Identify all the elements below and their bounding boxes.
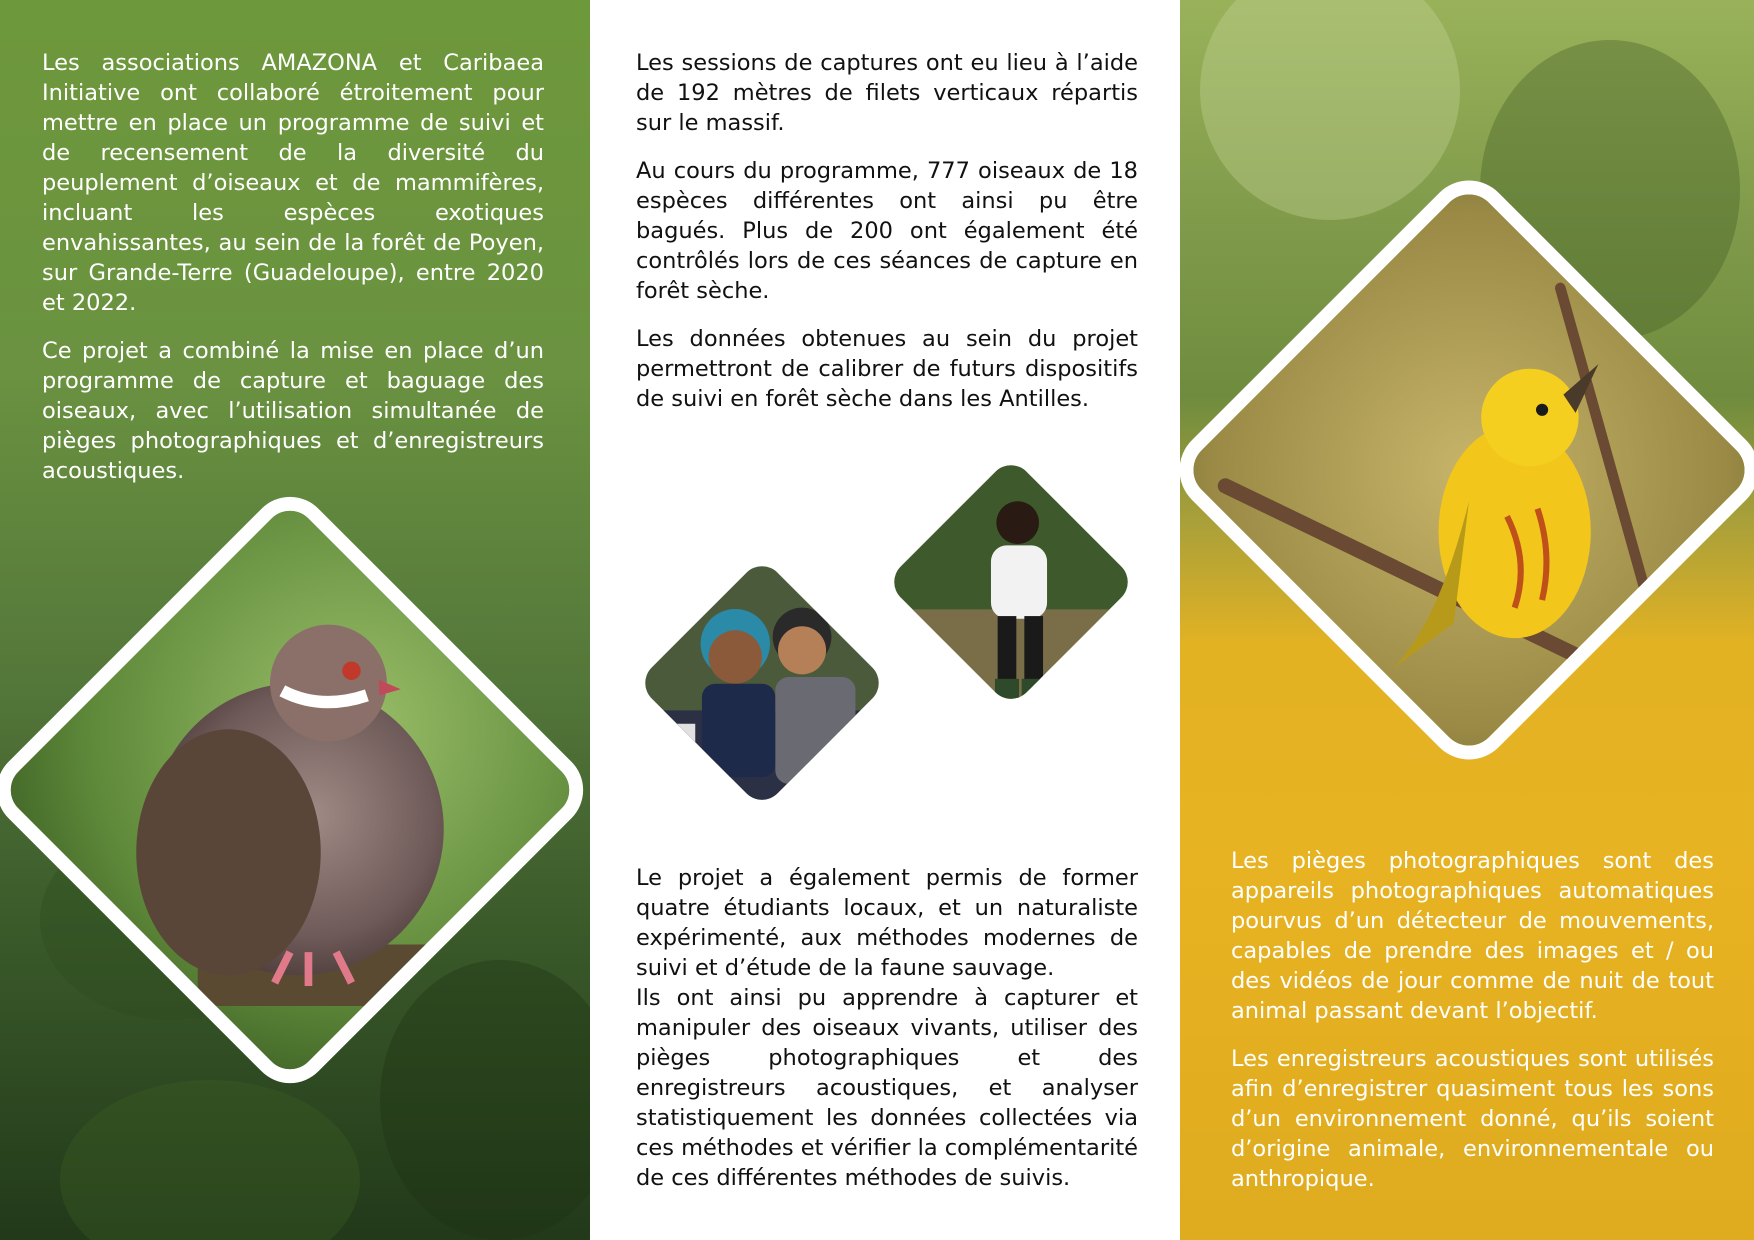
right-paragraph-2: Les enregistreurs acoustiques sont utilisés afin d’enregistrer quasiment tous les sons d’un environnement donné, qu’ils soient d’origine animale, environnementale ou anthropique. bbox=[1231, 1046, 1714, 1192]
left-panel bbox=[0, 0, 590, 1240]
middle-paragraph-4: Le projet a également permis de former quatre étudiants locaux, et un naturaliste expérimenté, aux méthodes modernes de suivi et d’étude de la faune sauvage. bbox=[636, 865, 1138, 981]
student-photo bbox=[885, 456, 1137, 708]
foliage-decor bbox=[380, 960, 590, 1240]
middle-top-text bbox=[636, 48, 1138, 432]
right-text bbox=[1231, 846, 1714, 1212]
middle-panel bbox=[590, 0, 1180, 1240]
middle-paragraph-3: Les données obtenues au sein du projet permettront de calibrer de futurs dispositifs de suivi en forêt sèche dans les Antilles. bbox=[636, 326, 1138, 412]
left-paragraph-1: Les associations AMAZONA et Caribaea Initiative ont collaboré étroitement pour mettre en place un programme de suivi et de recensement de la diversité du peuplement d’oiseaux et de mammifères, incluant les espèces exotiques envahissantes, au sein de la forêt de Poyen, sur Grande-Terre (Guadeloupe), entre 2020 et 2022. bbox=[42, 50, 544, 316]
middle-bottom-text bbox=[636, 863, 1138, 1211]
right-paragraph-1: Les pièges photographiques sont des appareils photographiques automatiques pourvus d’un détecteur de mouvements, capables de prendre des images et / ou des vidéos de jour comme de nuit de tout animal passant devant l’objectif. bbox=[1231, 848, 1714, 1024]
left-text bbox=[42, 48, 544, 504]
middle-paragraph-5: Ils ont ainsi pu apprendre à capturer et manipuler des oiseaux vivants, utiliser des pièges photographiques et des enregistreurs acoustiques, et analyser statistiquement les données collectées via ces méthodes et vérifier la complémentarité de ces différentes méthodes de suivis. bbox=[636, 985, 1139, 1191]
student-photo-frame bbox=[885, 456, 1137, 708]
right-panel bbox=[1180, 0, 1754, 1240]
field-team-photo-frame bbox=[636, 557, 888, 809]
left-paragraph-2: Ce projet a combiné la mise en place d’un programme de capture et baguage des oiseaux, avec l’utilisation simultanée de pièges photographiques et d’enregistreurs acoustiques. bbox=[42, 338, 544, 484]
middle-paragraph-1: Les sessions de captures ont eu lieu à l’aide de 192 mètres de filets verticaux répartis sur le massif. bbox=[636, 50, 1138, 136]
field-team-photo bbox=[636, 557, 888, 809]
middle-paragraph-2: Au cours du programme, 777 oiseaux de 18 espèces différentes ont ainsi pu être bagués. Plus de 200 ont également été contrôlés lors de ces séances de capture en forêt sèche. bbox=[636, 158, 1138, 304]
foliage-decor bbox=[1200, 0, 1460, 220]
foliage-decor bbox=[60, 1080, 360, 1240]
